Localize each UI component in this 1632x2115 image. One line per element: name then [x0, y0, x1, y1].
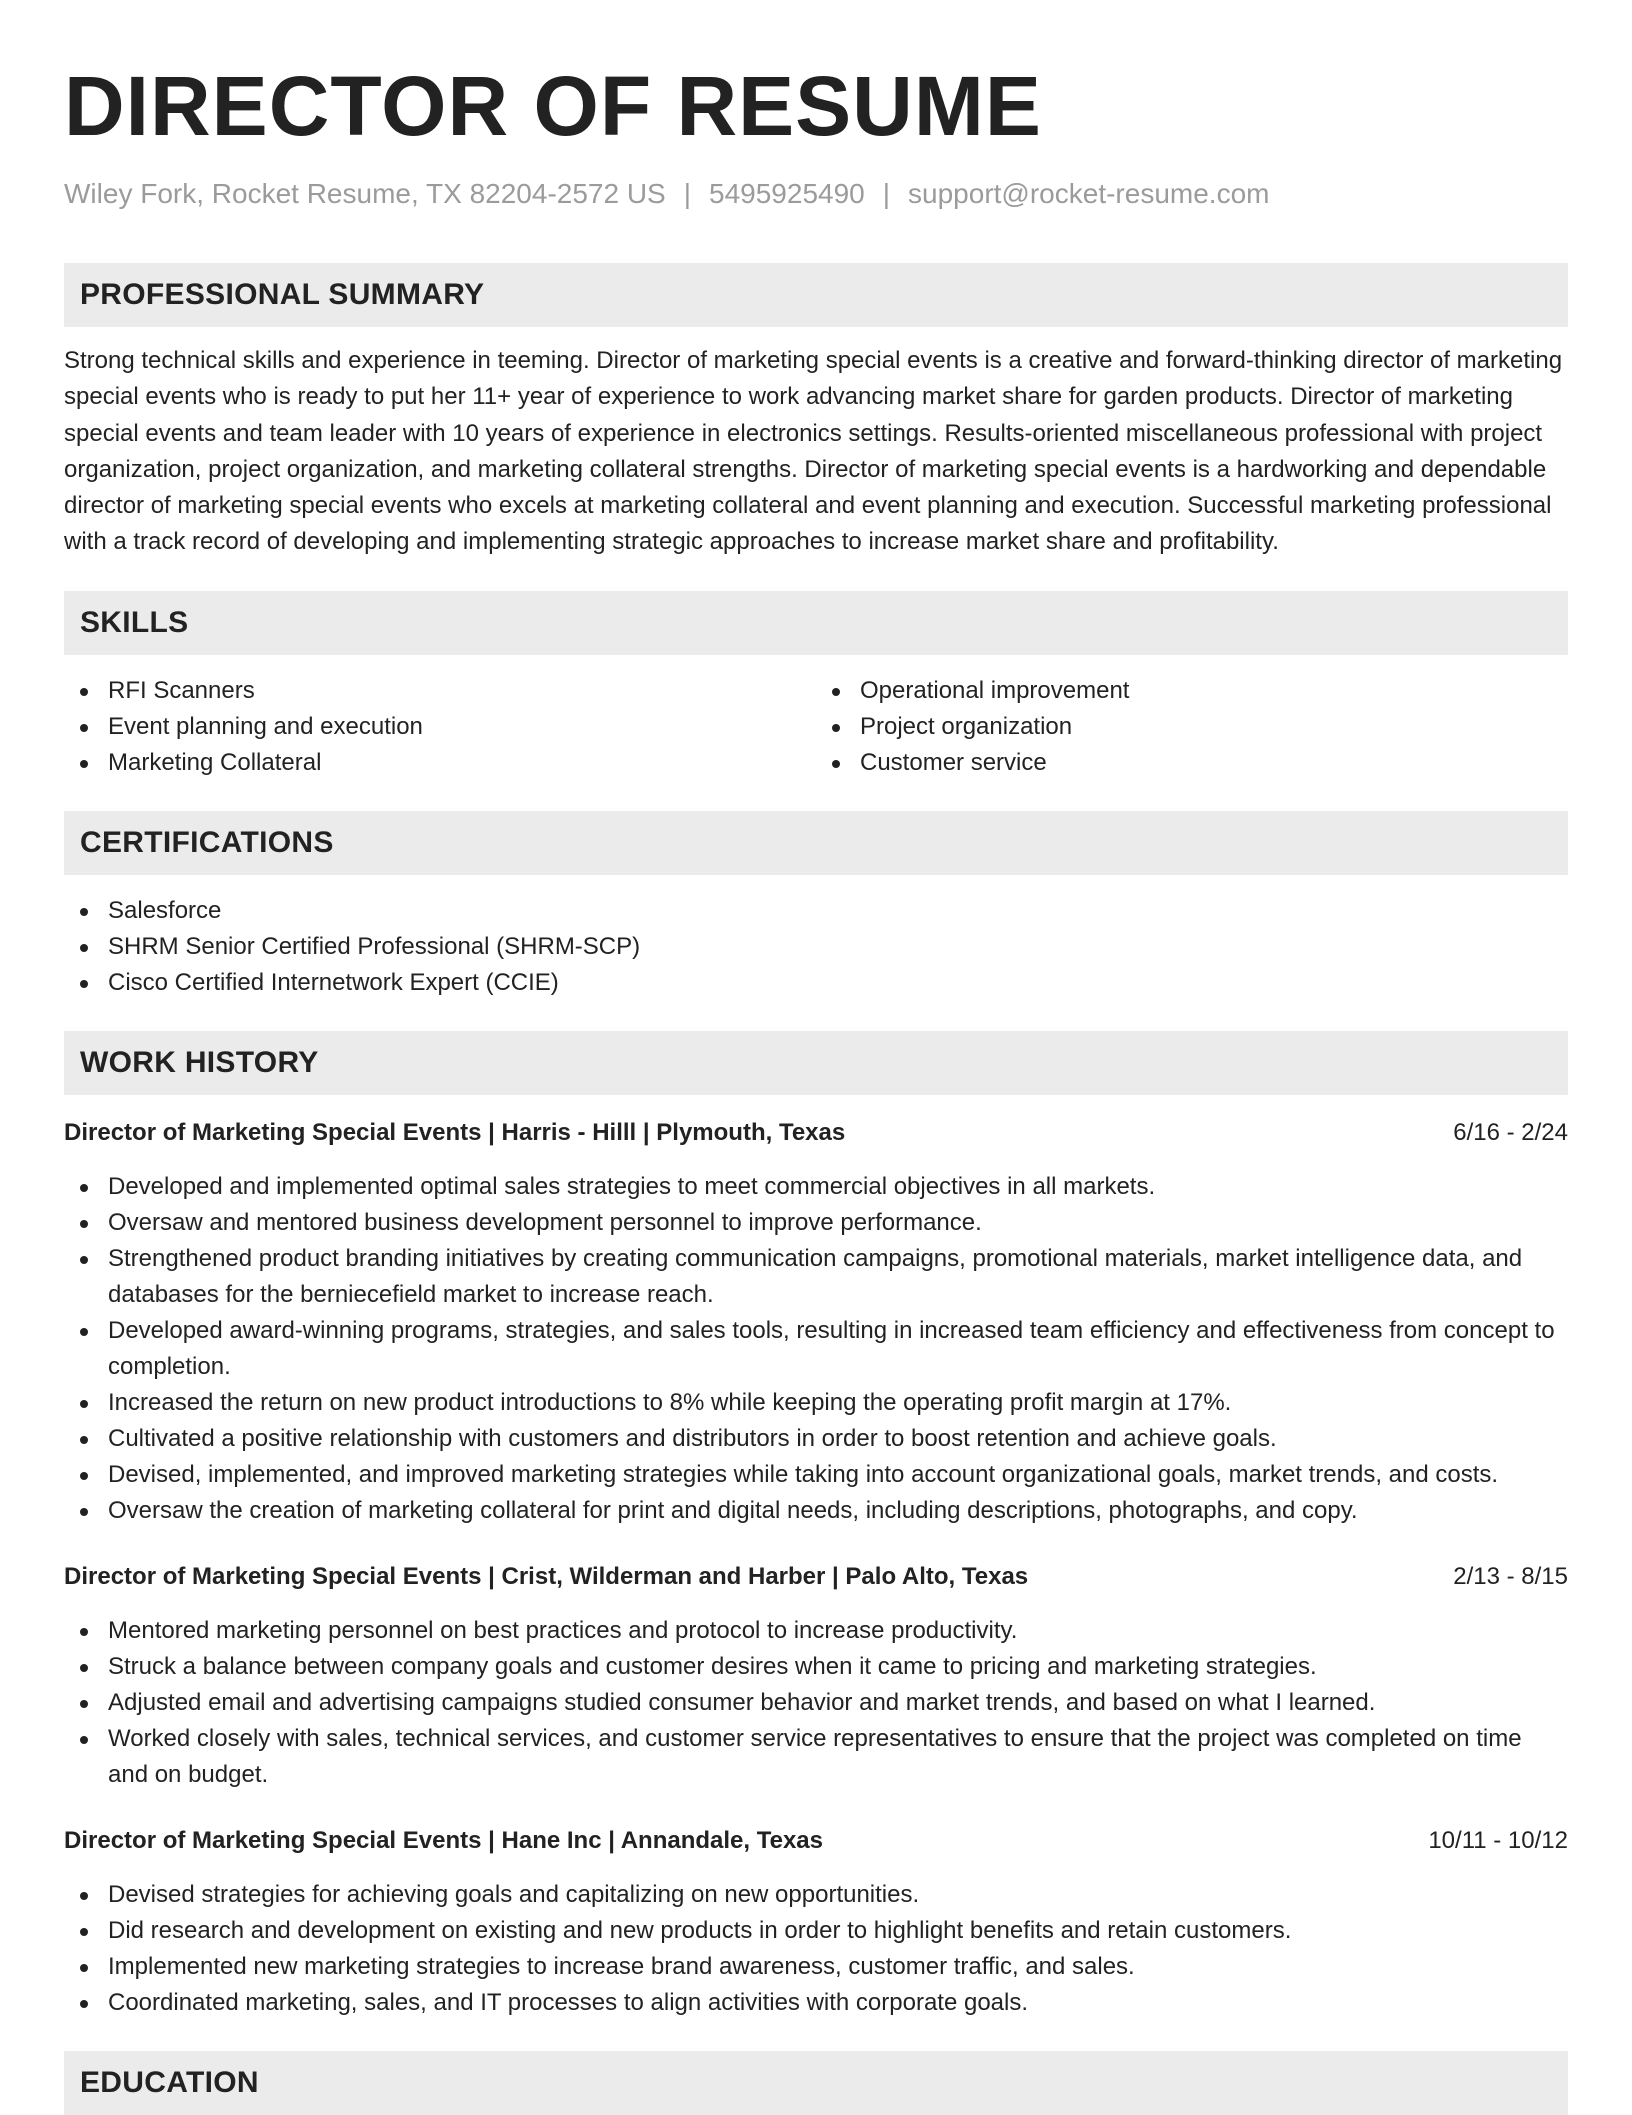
job-bullets	[64, 1613, 1568, 1793]
skill-item: Marketing Collateral	[64, 745, 816, 781]
job-bullet: Devised, implemented, and improved marketing strategies while taking into account organizational goals, market trends, and costs.	[64, 1457, 1568, 1493]
job-entry	[64, 1115, 1568, 1529]
certifications-list	[64, 893, 1568, 1001]
job-bullet: Coordinated marketing, sales, and IT processes to align activities with corporate goals.	[64, 1985, 1568, 2021]
section-header-summary: PROFESSIONAL SUMMARY	[64, 263, 1568, 327]
job-bullet: Did research and development on existing and new products in order to highlight benefits and retain customers.	[64, 1913, 1568, 1949]
job-bullets	[64, 1169, 1568, 1529]
candidate-name: DIRECTOR OF RESUME	[64, 59, 1042, 153]
job-dates: 2/13 - 8/15	[1453, 1562, 1568, 1590]
section-header-skills: SKILLS	[64, 591, 1568, 655]
job-bullet: Struck a balance between company goals and customer desires when it came to pricing and marketing strategies.	[64, 1649, 1568, 1685]
skills-right-list	[816, 673, 1568, 781]
job-title: Director of Marketing Special Events | Hane Inc | Annandale, Texas	[64, 1826, 823, 1854]
job-bullet: Mentored marketing personnel on best practices and protocol to increase productivity.	[64, 1613, 1568, 1649]
job-entry	[64, 1823, 1568, 2021]
contact-email[interactable]: support@rocket-resume.com	[908, 178, 1270, 209]
job-header	[64, 1823, 1568, 1859]
summary-text: Strong technical skills and experience in teeming. Director of marketing special events is a creative and forward-thinking director of marketing special events who is ready to put her 11+ year of experience to work advancing market share for garden products. Director of marketing special events and team leader with 10 years of experience in electronics settings. Results-oriented miscellaneous professional with project organization, project organization, and marketing collateral strengths. Director of marketing special events is a hardworking and dependable director of marketing special events who excels at marketing collateral and event planning and execution. Successful marketing professional with a track record of developing and implementing strategic approaches to increase market share and profitability.	[64, 347, 1563, 556]
job-bullet: Oversaw the creation of marketing collateral for print and digital needs, including descriptions, photographs, and copy.	[64, 1493, 1568, 1529]
job-dates: 6/16 - 2/24	[1453, 1118, 1568, 1146]
job-bullets	[64, 1877, 1568, 2021]
job-bullet: Devised strategies for achieving goals and capitalizing on new opportunities.	[64, 1877, 1568, 1913]
certification-item: Cisco Certified Internetwork Expert (CCIE)	[64, 965, 1568, 1001]
job-bullet: Cultivated a positive relationship with customers and distributors in order to boost retention and achieve goals.	[64, 1421, 1568, 1457]
skills-left-list	[64, 673, 816, 781]
section-header-work-history: WORK HISTORY	[64, 1031, 1568, 1095]
skill-item: Project organization	[816, 709, 1568, 745]
contact-separator: |	[683, 178, 692, 209]
skill-item: Operational improvement	[816, 673, 1568, 709]
contact-line	[64, 176, 1568, 212]
job-bullet: Developed award-winning programs, strategies, and sales tools, resulting in increased team efficiency and effectiveness from concept to completion.	[64, 1313, 1568, 1385]
job-entry	[64, 1559, 1568, 1793]
contact-address: Wiley Fork, Rocket Resume, TX 82204-2572 US	[64, 178, 666, 209]
contact-phone: 5495925490	[709, 178, 865, 209]
section-header-education: EDUCATION	[64, 2051, 1568, 2115]
job-bullet: Adjusted email and advertising campaigns studied consumer behavior and market trends, and based on what I learned.	[64, 1685, 1568, 1721]
job-header	[64, 1559, 1568, 1595]
job-dates: 10/11 - 10/12	[1428, 1826, 1568, 1854]
job-bullet: Worked closely with sales, technical services, and customer service representatives to ensure that the project was completed on time and on budget.	[64, 1721, 1568, 1793]
certification-item: SHRM Senior Certified Professional (SHRM-SCP)	[64, 929, 1568, 965]
skills-grid	[64, 673, 1568, 781]
skill-item: Event planning and execution	[64, 709, 816, 745]
certification-item: Salesforce	[64, 893, 1568, 929]
skill-item: Customer service	[816, 745, 1568, 781]
section-header-certifications: CERTIFICATIONS	[64, 811, 1568, 875]
job-title: Director of Marketing Special Events | Harris - Hilll | Plymouth, Texas	[64, 1118, 846, 1146]
job-bullet: Implemented new marketing strategies to increase brand awareness, customer traffic, and sales.	[64, 1949, 1568, 1985]
job-title: Director of Marketing Special Events | Crist, Wilderman and Harber | Palo Alto, Texas	[64, 1562, 1029, 1590]
job-bullet: Strengthened product branding initiatives by creating communication campaigns, promotional materials, market intelligence data, and databases for the berniecefield market to increase reach.	[64, 1241, 1568, 1313]
job-header	[64, 1115, 1568, 1151]
skill-item: RFI Scanners	[64, 673, 816, 709]
job-bullet: Increased the return on new product introductions to 8% while keeping the operating profit margin at 17%.	[64, 1385, 1568, 1421]
job-bullet: Oversaw and mentored business development personnel to improve performance.	[64, 1205, 1568, 1241]
contact-separator: |	[882, 178, 891, 209]
job-bullet: Developed and implemented optimal sales strategies to meet commercial objectives in all markets.	[64, 1169, 1568, 1205]
